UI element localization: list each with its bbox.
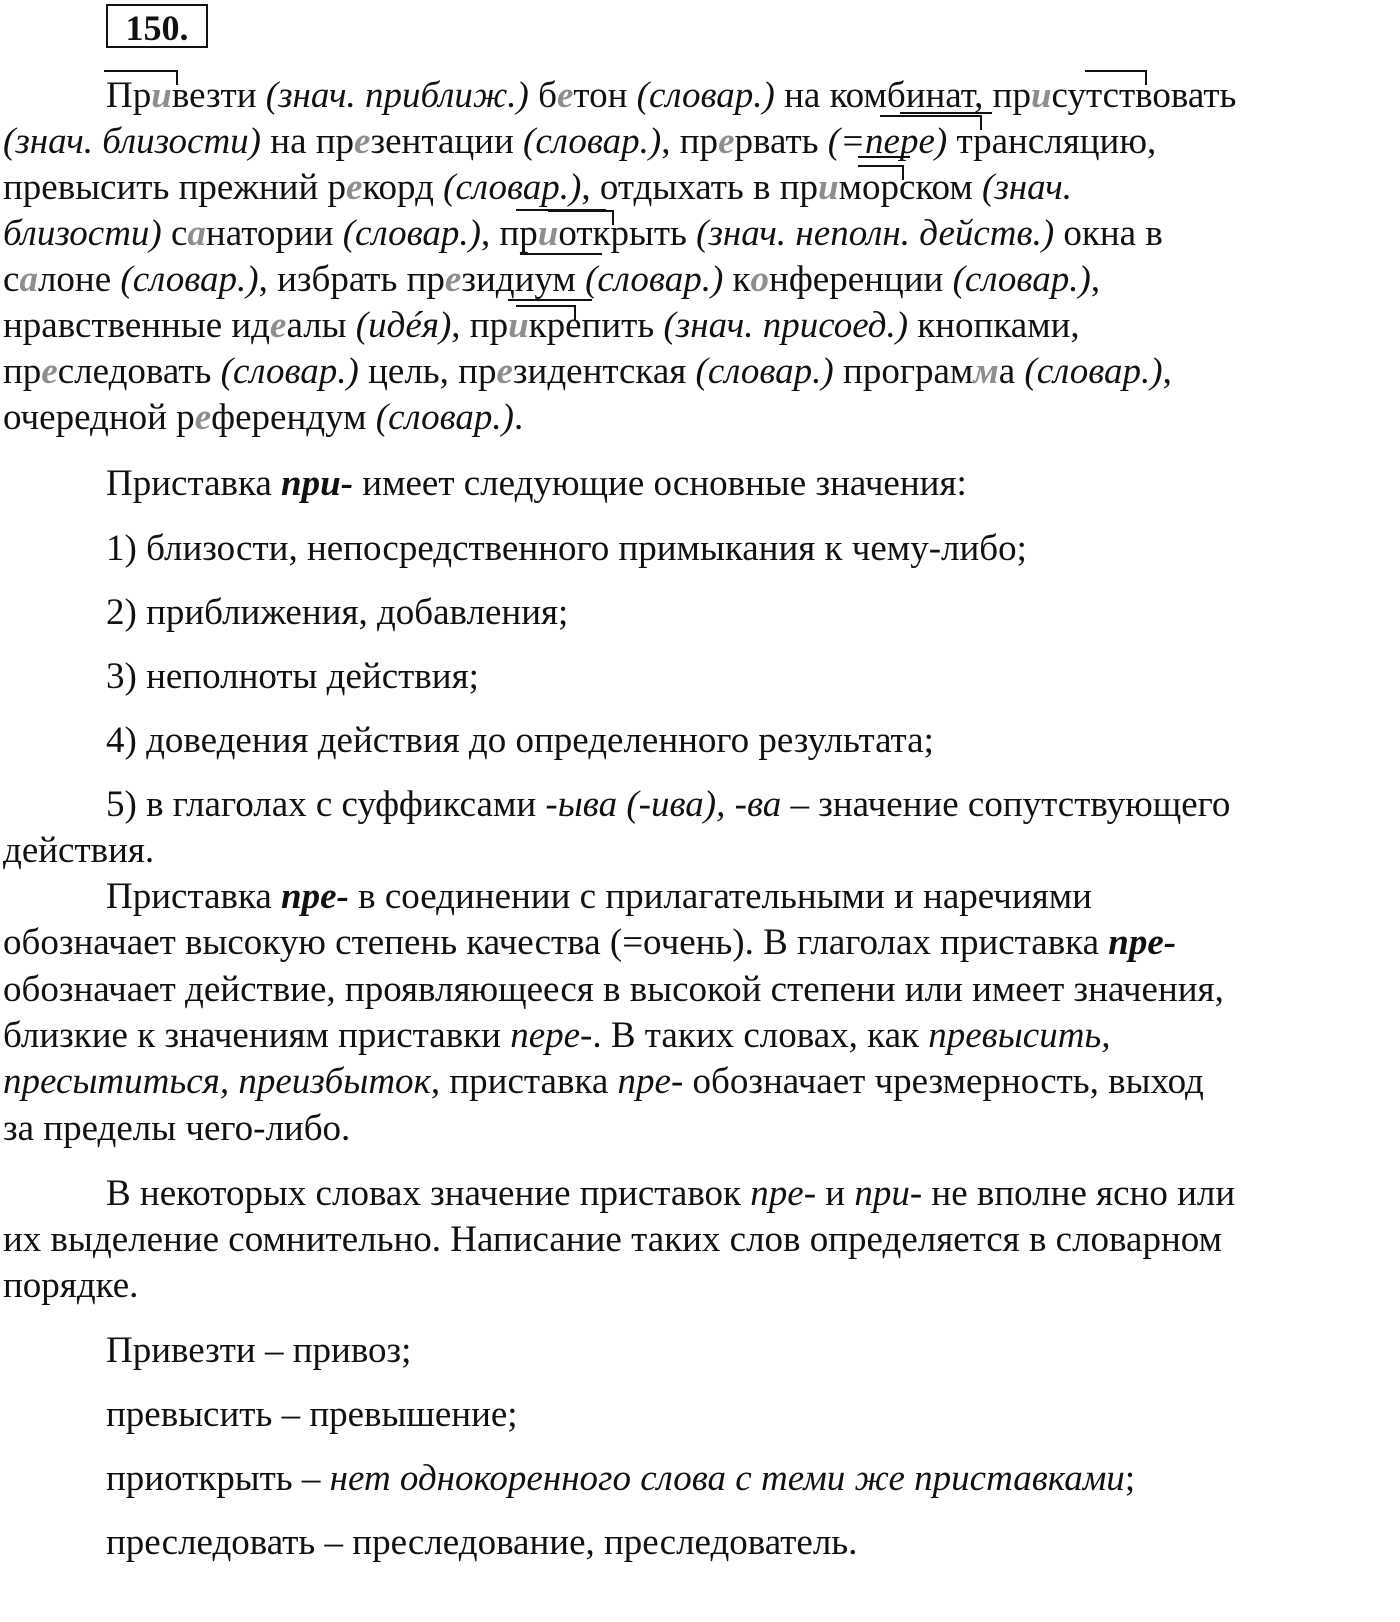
text-line: пресытиться, преизбыток, приставка пре- обозначает чрезмерность, выход: [3, 1061, 1204, 1102]
text-line: Привезти (знач. приближ.) бетон (словар.) на комбинат, присутствовать: [106, 75, 1237, 116]
text-line: преследовать (словар.) цель, президентская (словар.) программа (словар.),: [3, 351, 1172, 392]
text-line: нравственные идеалы (идéя), прикрепить (знач. присоед.) кнопками,: [3, 305, 1080, 346]
text-line: Приставка при- имеет следующие основные значения:: [106, 463, 967, 504]
example-pair: превысить – превышение;: [106, 1394, 518, 1435]
text-line: близкие к значениям приставки пере-. В таких словах, как превысить,: [3, 1015, 1111, 1056]
text-line: их выделение сомнительно. Написание таких слов определяется в словарном: [3, 1219, 1222, 1260]
exercise-number: 150: [125, 8, 180, 48]
text-line: обозначает действие, проявляющееся в высокой степени или имеет значения,: [3, 969, 1224, 1010]
meaning-item: 1) близости, непосредственного примыкания к чему-либо;: [106, 528, 1027, 569]
meaning-item: 3) неполноты действия;: [106, 656, 479, 697]
meaning-item: 5) в глаголах с суффиксами -ыва (-ива), -ва – значение сопутствующего: [106, 784, 1231, 825]
text-line: салоне (словар.), избрать президиум (словар.) конференции (словар.),: [3, 259, 1101, 300]
text-line: за пределы чего-либо.: [3, 1108, 351, 1149]
text-line: В некоторых словах значение приставок пре- и при- не вполне ясно или: [106, 1173, 1236, 1214]
text-line: (знач. близости) на презентации (словар.), прервать (=пере) трансляцию,: [3, 121, 1157, 162]
meaning-item: 4) доведения действия до определенного результата;: [106, 720, 934, 761]
text-line: порядке.: [3, 1265, 139, 1306]
text-line: превысить прежний рекорд (словар.), отдыхать в приморском (знач.: [3, 167, 1073, 208]
text-line: очередной референдум (словар.).: [3, 397, 524, 438]
exercise-number-box: [106, 4, 208, 48]
text-line: Приставка пре- в соединении с прилагательными и наречиями: [106, 876, 1092, 917]
example-pair: приоткрыть – нет однокоренного слова с теми же приставками;: [106, 1458, 1136, 1499]
meaning-item: 2) приближения, добавления;: [106, 592, 569, 633]
example-pair: преследовать – преследование, преследователь.: [106, 1522, 858, 1563]
example-pair: Привезти – привоз;: [106, 1330, 412, 1371]
text-line: близости) санатории (словар.), приоткрыть (знач. неполн. действ.) окна в: [3, 213, 1163, 254]
text-line: действия.: [3, 830, 155, 871]
text-line: обозначает высокую степень качества (=очень). В глаголах приставка пре-: [3, 922, 1177, 963]
exercise-number-dot: .: [179, 8, 189, 48]
